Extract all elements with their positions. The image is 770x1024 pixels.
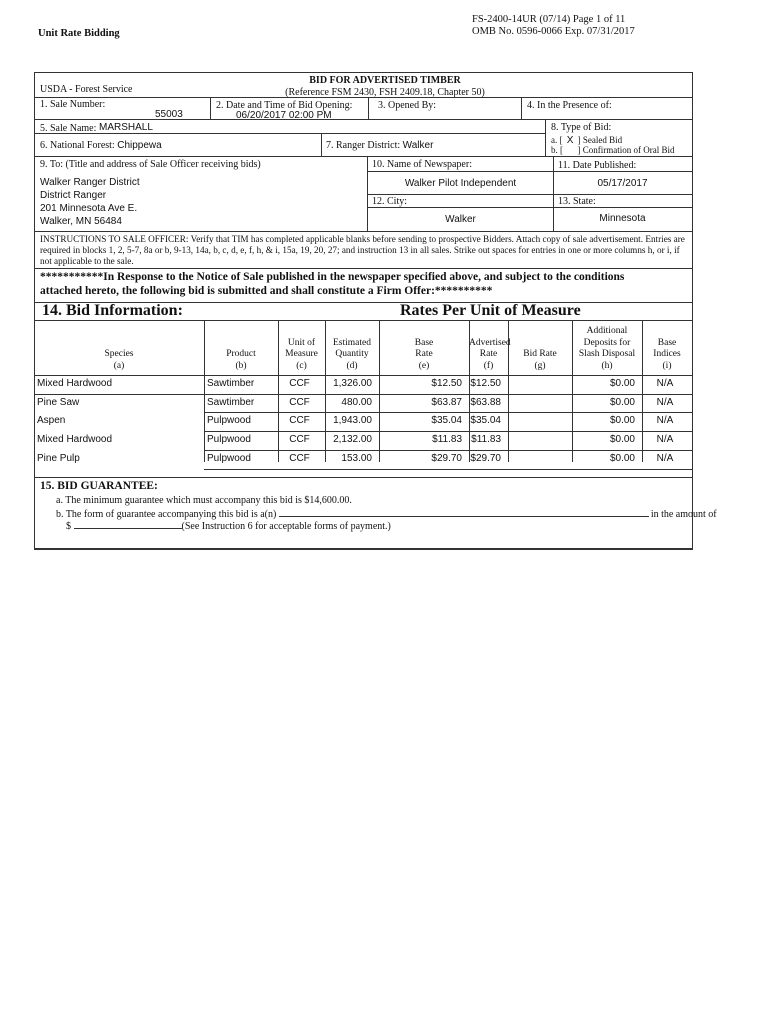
- response-statement-line-2: attached hereto, the following bid is submitted and shall constitute a Firm Offer:**********: [40, 285, 493, 297]
- state-label: 13. State:: [558, 196, 596, 207]
- sealed-bracket-open: a. [: [551, 135, 563, 145]
- cell-slash-disposal: $0.00: [609, 434, 635, 446]
- column-header-advertised-rate: Advertised Rate (f): [469, 337, 511, 371]
- table-row: [34, 412, 692, 431]
- newspaper-value[interactable]: Walker Pilot Independent: [404, 178, 517, 189]
- bid-opening-label: 2. Date and Time of Bid Opening:: [216, 100, 353, 111]
- state-value[interactable]: Minnesota: [599, 213, 646, 224]
- column-header-slash-disposal: Additional Deposits for Slash Disposal (h): [578, 326, 636, 371]
- cell-product: Sawtimber: [207, 378, 255, 389]
- ranger-value[interactable]: Walker: [402, 140, 434, 151]
- bid-info-title: 14. Bid Information:: [42, 302, 183, 319]
- guarantee-amount-input[interactable]: [74, 519, 182, 529]
- date-published-label: 11. Date Published:: [558, 160, 637, 171]
- column-header-base-indices: Base Indices (i): [653, 337, 681, 371]
- address-line-3: 201 Minnesota Ave E.: [40, 203, 138, 214]
- table-row: [34, 431, 692, 450]
- presence-label: 4. In the Presence of:: [527, 100, 612, 111]
- cell-base-rate: $11.83: [432, 434, 462, 446]
- cell-bid-rate[interactable]: [508, 412, 568, 431]
- cell-base-indices: N/A: [656, 415, 674, 427]
- column-header-bid-rate: Bid Rate (g): [523, 349, 557, 371]
- cell-species: Mixed Hardwood: [37, 378, 113, 389]
- cell-bid-rate[interactable]: [508, 394, 568, 413]
- sale-number-label: 1. Sale Number:: [40, 99, 106, 110]
- cell-slash-disposal: $0.00: [609, 415, 635, 427]
- cell-base-rate: $29.70: [431, 452, 462, 464]
- cell-unit: CCF: [289, 378, 310, 389]
- cell-quantity: 153.00: [341, 452, 372, 464]
- cell-quantity: 480.00: [341, 396, 372, 408]
- cell-product: Pulpwood: [207, 434, 251, 446]
- column-header-species: Species (a): [104, 349, 134, 371]
- guarantee-form-label: b. The form of guarantee accompanying this bid is a(n): [56, 509, 277, 520]
- cell-bid-rate[interactable]: [508, 450, 568, 469]
- forest-label: 6. National Forest: Chippewa: [40, 140, 162, 151]
- column-header-base-rate: Base Rate (e): [414, 337, 434, 371]
- column-header-quantity: Estimated Quantity (d): [333, 337, 371, 371]
- bid-opening-value[interactable]: 06/20/2017 02:00 PM: [236, 110, 332, 121]
- dollar-sign: $: [66, 521, 71, 532]
- cell-species: Mixed Hardwood: [37, 434, 113, 446]
- cell-base-rate: $35.04: [431, 415, 462, 427]
- table-row: [34, 375, 692, 394]
- cell-unit: CCF: [289, 452, 310, 464]
- oral-bracket-open: b. [: [551, 145, 563, 155]
- sealed-bid-label: ] Sealed Bid: [577, 135, 623, 145]
- sale-number-value[interactable]: 55003: [155, 109, 183, 120]
- ranger-label: 7. Ranger District: Walker: [326, 140, 434, 151]
- form-number: FS-2400-14UR (07/14) Page 1 of 11: [472, 14, 626, 25]
- guarantee-minimum: a. The minimum guarantee which must accompany this bid is $14,600.00.: [56, 495, 352, 506]
- newspaper-label: 10. Name of Newspaper:: [372, 159, 472, 170]
- cell-unit: CCF: [289, 396, 310, 408]
- address-line-2: District Ranger: [40, 190, 107, 201]
- oral-bid-label: ] Confirmation of Oral Bid: [577, 145, 675, 155]
- bid-type-label: 8. Type of Bid:: [551, 122, 612, 133]
- cell-unit: CCF: [289, 415, 310, 427]
- guarantee-form-input[interactable]: [279, 507, 649, 517]
- cell-bid-rate[interactable]: [508, 431, 568, 450]
- sale-officer-instructions: INSTRUCTIONS TO SALE OFFICER: Verify that TIM has completed applicable blanks before sending to prospective Bidders. Attach copy of sale advertisement. Entries are required in blocks 1, 2, 5-7, 8a or b, 9-13, 14a, b, c, d, e, f, h, & i, 15a, 19, 20, 27; and instruction 13 in all sales. Strike out spaces for entries in one or more columns h, or i, if not applicable to the sale.: [40, 234, 685, 267]
- agency-name: USDA - Forest Service: [40, 84, 133, 95]
- table-row: [34, 394, 692, 413]
- omb-number: OMB No. 0596-0066 Exp. 07/31/2017: [472, 26, 635, 37]
- cell-species: Pine Pulp: [37, 452, 80, 464]
- oral-bid-option[interactable]: [551, 145, 674, 155]
- sealed-bid-check[interactable]: X: [566, 135, 574, 146]
- cell-advertised-rate: $63.88: [470, 396, 501, 408]
- cell-advertised-rate: $29.70: [470, 452, 501, 464]
- forest-value[interactable]: Chippewa: [117, 140, 162, 151]
- sale-officer-address[interactable]: [40, 176, 140, 228]
- bid-guarantee-title: 15. BID GUARANTEE:: [40, 480, 158, 492]
- cell-unit: CCF: [289, 434, 310, 446]
- sale-name-value[interactable]: MARSHALL: [99, 122, 153, 133]
- opened-by-label: 3. Opened By:: [378, 100, 437, 111]
- cell-species: Aspen: [37, 415, 66, 427]
- cell-species: Pine Saw: [37, 396, 80, 408]
- rates-title: Rates Per Unit of Measure: [400, 302, 581, 319]
- guarantee-amount-label: in the amount of: [650, 509, 717, 520]
- cell-base-indices: N/A: [656, 434, 674, 446]
- bid-title: BID FOR ADVERTISED TIMBER: [309, 75, 461, 86]
- guarantee-instruction-note: (See Instruction 6 for acceptable forms of payment.): [181, 521, 391, 532]
- cell-slash-disposal: $0.00: [609, 378, 635, 389]
- cell-slash-disposal: $0.00: [609, 452, 635, 464]
- cell-base-rate: $12.50: [431, 378, 462, 389]
- column-header-product: Product (b): [226, 349, 256, 371]
- sale-name-label: 5. Sale Name:: [40, 123, 97, 134]
- cell-product: Pulpwood: [207, 452, 251, 464]
- to-label: 9. To: (Title and address of Sale Officer receiving bids): [40, 159, 261, 170]
- cell-quantity: 1,943.00: [333, 415, 372, 427]
- address-line-1: Walker Ranger District: [40, 177, 140, 188]
- cell-quantity: 2,132.00: [333, 434, 372, 446]
- cell-advertised-rate: $35.04: [470, 415, 501, 427]
- cell-base-indices: N/A: [656, 396, 674, 408]
- cell-product: Pulpwood: [207, 415, 251, 427]
- bid-reference: (Reference FSM 2430, FSH 2409.18, Chapter 50): [285, 87, 485, 98]
- cell-base-indices: N/A: [656, 378, 674, 389]
- city-value[interactable]: Walker: [445, 214, 476, 225]
- cell-bid-rate[interactable]: [508, 375, 568, 394]
- cell-slash-disposal: $0.00: [609, 396, 635, 408]
- table-row: [34, 450, 692, 469]
- cell-advertised-rate: $11.83: [471, 434, 501, 446]
- bid-table: [34, 320, 692, 462]
- cell-quantity: 1,326.00: [333, 378, 372, 389]
- guarantee-amount-line: [66, 519, 391, 532]
- city-label: 12. City:: [372, 196, 408, 207]
- cell-advertised-rate: $12.50: [470, 378, 501, 389]
- cell-base-rate: $63.87: [431, 396, 462, 408]
- cell-product: Sawtimber: [207, 396, 255, 408]
- column-header-unit: Unit of Measure (c): [285, 337, 318, 371]
- address-line-4: Walker, MN 56484: [40, 216, 122, 227]
- cell-base-indices: N/A: [656, 452, 674, 464]
- form-title: Unit Rate Bidding: [38, 28, 120, 39]
- date-published-value[interactable]: 05/17/2017: [597, 178, 648, 189]
- response-statement-line-1: ***********In Response to the Notice of Sale published in the newspaper specified above, and subject to the conditions: [40, 271, 625, 283]
